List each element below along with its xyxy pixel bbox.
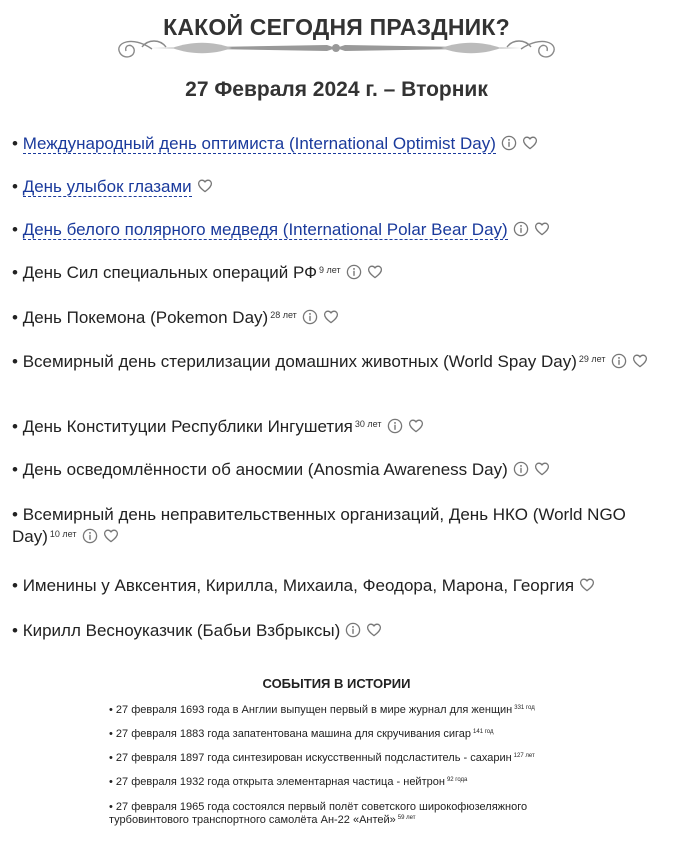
event-item [109,776,579,789]
event-item [109,752,579,765]
event-age: 141 год [473,729,494,735]
bullet: • [12,263,23,282]
info-icon[interactable] [501,135,517,151]
heart-icon[interactable] [366,622,382,638]
bullet: • [12,460,23,479]
bullet: • [12,505,23,524]
holiday-name: День Сил специальных операций РФ [22,263,318,282]
event-item [109,728,579,741]
holiday-name: Именины у Авксентия, Кирилла, Михаила, Феодора, Марона, Георгия [22,576,575,595]
bullet: • [109,728,116,740]
info-icon[interactable] [387,418,403,434]
heart-icon[interactable] [579,577,595,593]
info-icon[interactable] [345,622,361,638]
bullet: • [12,177,23,196]
holiday-item [12,262,662,284]
bullet: • [12,417,23,436]
heart-icon[interactable] [534,221,550,237]
event-item [109,704,579,717]
holiday-item [12,176,662,198]
holiday-link[interactable]: Международный день оптимиста (International Optimist Day) [22,134,496,153]
holiday-age: 29 лет [578,354,606,364]
holiday-item [12,459,662,481]
holiday-item [12,416,662,438]
heart-icon[interactable] [367,264,383,280]
events-heading: СОБЫТИЯ В ИСТОРИИ [262,676,411,691]
info-icon[interactable] [346,264,362,280]
heart-icon[interactable] [103,528,119,544]
holiday-age: 30 лет [354,419,382,429]
event-item [109,801,559,827]
event-age: 59 лет [397,815,416,821]
holiday-item [12,575,662,597]
bullet: • [109,801,116,813]
bullet: • [12,220,23,239]
heart-icon[interactable] [408,418,424,434]
event-text: 27 февраля 1693 года в Англии выпущен первый в мире журнал для женщин [115,704,513,716]
bullet: • [109,776,116,788]
heart-icon[interactable] [323,309,339,325]
event-age: 331 год [514,705,535,711]
holiday-name: Кирилл Весноуказчик (Бабьи Взбрыксы) [22,621,341,640]
holiday-link[interactable]: День улыбок глазами [22,177,192,196]
holiday-item [12,307,662,329]
event-age: 127 лет [513,753,535,759]
event-text: 27 февраля 1897 года синтезирован искусственный подсластитель - сахарин [115,752,512,764]
info-icon[interactable] [513,221,529,237]
event-text: 27 февраля 1965 года состоялся первый полёт советского широкофюзеляжного турбовинтового транспортного самолёта Ан-22 «Антей» [109,801,528,826]
holiday-item [12,219,662,241]
heart-icon[interactable] [534,461,550,477]
info-icon[interactable] [611,353,627,369]
bullet: • [109,752,116,764]
page-title: КАКОЙ СЕГОДНЯ ПРАЗДНИК? [163,14,510,40]
holiday-age: 10 лет [49,529,77,539]
info-icon[interactable] [302,309,318,325]
bullet: • [12,576,23,595]
event-text: 27 февраля 1883 года запатентована машина для скручивания сигар [115,728,472,740]
event-text: 27 февраля 1932 года открыта элементарная частица - нейтрон [115,776,445,788]
bullet: • [12,621,23,640]
holiday-link[interactable]: День белого полярного медведя (International Polar Bear Day) [22,220,508,239]
heart-icon[interactable] [522,135,538,151]
holiday-name: День осведомлённости об аносмии (Anosmia Awareness Day) [22,460,508,479]
holiday-item [12,504,662,548]
holiday-name: Всемирный день стерилизации домашних животных (World Spay Day) [22,352,577,371]
info-icon[interactable] [513,461,529,477]
holiday-name: Всемирный день неправительственных организаций, День НКО (World NGO Day) [12,505,626,546]
bullet: • [12,352,23,371]
holiday-name: День Покемона (Pokemon Day) [22,308,269,327]
holiday-item [12,133,662,155]
holiday-age: 28 лет [270,310,297,320]
heart-icon[interactable] [197,178,213,194]
event-age: 92 года [446,777,468,783]
holiday-age: 9 лет [319,265,341,275]
bullet: • [12,308,23,327]
current-date: 27 Февраля 2024 г. – Вторник [185,78,488,101]
bullet: • [109,704,116,716]
info-icon[interactable] [82,528,98,544]
holiday-item [12,620,662,642]
heart-icon[interactable] [632,353,648,369]
holiday-name: День Конституции Республики Ингушетия [22,417,353,436]
ornament-divider [112,33,561,63]
bullet: • [12,134,23,153]
holiday-item [12,351,662,373]
